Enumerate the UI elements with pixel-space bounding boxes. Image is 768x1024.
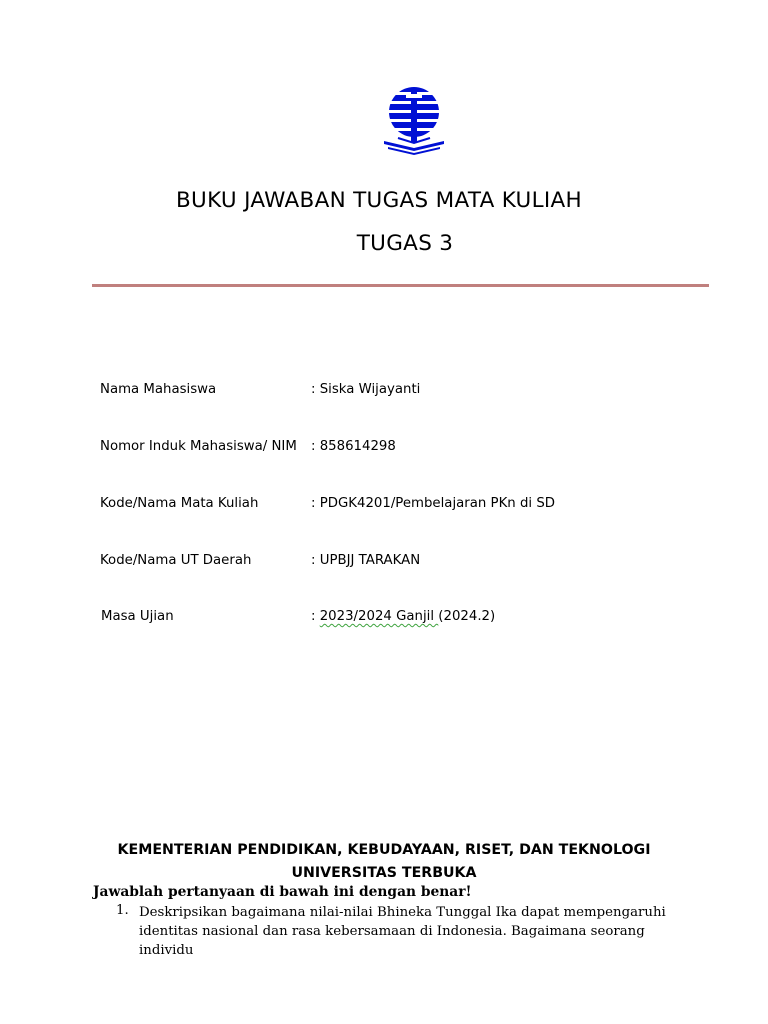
question-text: Deskripsikan bagaimana nilai-nilai Bhineka Tunggal Ika dapat mempengaruhi identitas nasional dan rasa kebersamaan di Indonesia. Bagaimana seorang individu [139, 905, 666, 958]
identity-row-course [0, 496, 768, 518]
value-prefix: : [311, 609, 320, 624]
title-divider [92, 284, 709, 287]
identity-value: : UPBJJ TARAKAN [311, 553, 421, 568]
identity-row-name [0, 382, 768, 404]
document-title: BUKU JAWABAN TUGAS MATA KULIAH [175, 188, 582, 213]
value-suffix: (2024.2) [438, 609, 496, 624]
assignment-number: TUGAS 3 [356, 231, 454, 256]
university-name: UNIVERSITAS TERBUKA [291, 865, 477, 881]
identity-row-exam-period [0, 609, 768, 631]
university-emblem-icon [380, 86, 448, 156]
identity-value: : PDGK4201/Pembelajaran PKn di SD [311, 496, 555, 511]
identity-label: Masa Ujian [101, 609, 174, 624]
identity-row-region [0, 553, 768, 575]
identity-value: : 858614298 [311, 439, 396, 454]
identity-value: : Siska Wijayanti [311, 382, 421, 397]
identity-label: Nama Mahasiswa [100, 382, 217, 397]
instruction-text: Jawablah pertanyaan di bawah ini dengan benar! [93, 884, 472, 900]
identity-label: Kode/Nama Mata Kuliah [100, 496, 259, 511]
identity-row-nim [0, 439, 768, 461]
grammar-marked-text: 2023/2024 Ganjil [319, 609, 439, 624]
identity-value [311, 609, 495, 624]
identity-label: Kode/Nama UT Daerah [100, 553, 252, 568]
identity-label: Nomor Induk Mahasiswa/ NIM [100, 439, 297, 454]
ministry-name: KEMENTERIAN PENDIDIKAN, KEBUDAYAAN, RISET, DAN TEKNOLOGI [117, 842, 651, 858]
question-number: 1. [116, 903, 129, 918]
university-logo [380, 86, 448, 156]
